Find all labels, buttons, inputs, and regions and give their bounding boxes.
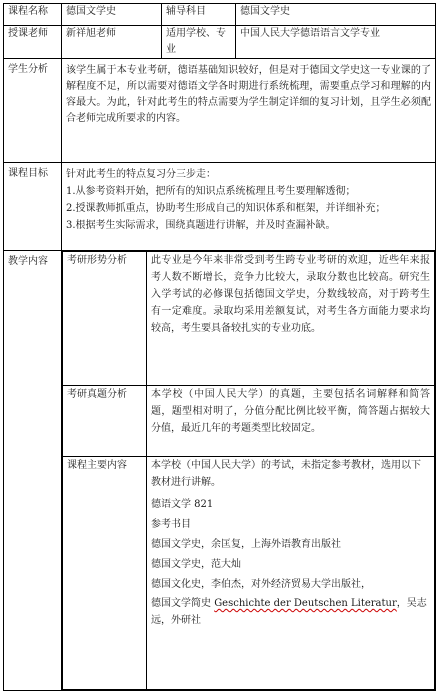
teacher-label: 授课老师 xyxy=(4,26,62,59)
student-analysis-label: 学生分析 xyxy=(8,64,48,75)
course-name-label: 课程名称 xyxy=(4,4,62,26)
book-line: 德国文学史，余匡复，上海外语教育出版社 xyxy=(151,539,341,550)
book-line: 参考书目 xyxy=(151,519,191,530)
teaching-content-row xyxy=(4,251,436,691)
subject-value: 德国文学史 xyxy=(236,4,436,26)
course-goal-row xyxy=(4,163,436,251)
book-line-prefix: 德国文学简史 xyxy=(151,598,211,609)
teaching-row-situation xyxy=(63,252,435,386)
teaching-content-label: 教学内容 xyxy=(8,256,48,267)
course-goal-content xyxy=(66,163,431,234)
situation-title: 考研形势分析 xyxy=(67,255,127,266)
book-line: 德语文学 821 xyxy=(151,499,214,510)
book-line: 德国文化史，李伯杰，对外经济贸易大学出版社， xyxy=(151,579,371,590)
course-plan-table xyxy=(3,3,436,691)
course-goal-step: 1.从参考资料开始，把所有的知识点系统梳理且考生要理解透彻； xyxy=(66,186,356,197)
book-line: 德国文学史，范大灿 xyxy=(151,559,241,570)
school-value: 中国人民大学德语语言文学专业 xyxy=(236,26,436,59)
course-name-value: 德国文学史 xyxy=(62,4,162,26)
course-goal-intro: 针对此考生的特点复习分三步走： xyxy=(66,169,216,180)
student-analysis-text: 该学生属于本专业考研，德语基础知识较好，但是对于德国文学史这一专业课的了解程度不足，所以需要对德语文学各时期进行系统梳理，需要重点学习和理解的内容最大。为此，针对此考生的特点需要为学生制定详细的复习计划，且学生必须配合老师完成所要求的内容。 xyxy=(66,65,431,124)
german-book-title: Geschichte der Deutschen Literatur xyxy=(214,598,397,609)
course-goal-label: 课程目标 xyxy=(8,168,48,179)
student-analysis-row xyxy=(4,59,436,163)
situation-text: 此专业是今年来非常受到考生跨专业考研的欢迎，近些年来报考人数不断增长，竞争力比较大，录取分数也比较高。研究生入学考试的必修课包括德国文学史，分数线较高，对于跨考生有一定难度。录取均采用差额复试，对考生各方面能力要求均较高，考生要具备较扎实的专业功底。 xyxy=(151,255,430,334)
exam-title: 考研真题分析 xyxy=(67,389,127,400)
header-row-course xyxy=(4,4,436,26)
content-intro: 本学校（中国人民大学）的考试，未指定参考教材，选用以下教材进行讲解。 xyxy=(151,460,421,488)
teaching-row-exam xyxy=(63,386,435,457)
subject-label: 辅导科目 xyxy=(162,4,236,26)
teacher-value: 新祥旭老师 xyxy=(62,26,162,59)
content-title: 课程主要内容 xyxy=(67,460,127,471)
school-label: 适用学校、专业 xyxy=(162,26,236,59)
exam-text: 本学校（中国人民大学）的真题，主要包括名词解释和简答题，题型相对明了，分值分配比例比较平衡，简答题占据较大分值，最近几年的考题类型比较固定。 xyxy=(151,389,430,434)
book-line-german xyxy=(151,595,430,629)
book-line-tail: ，吴志远，外研社 xyxy=(151,598,427,626)
header-row-teacher xyxy=(4,26,436,59)
teaching-content-table xyxy=(62,251,435,690)
teaching-row-content xyxy=(63,457,435,690)
course-goal-step: 2.授课教师抓重点，协助考生形成自己的知识体系和框架，并详细补充； xyxy=(66,203,386,214)
course-goal-step: 3.根据考生实际需求，围绕真题进行讲解，并及时查漏补缺。 xyxy=(66,220,336,231)
